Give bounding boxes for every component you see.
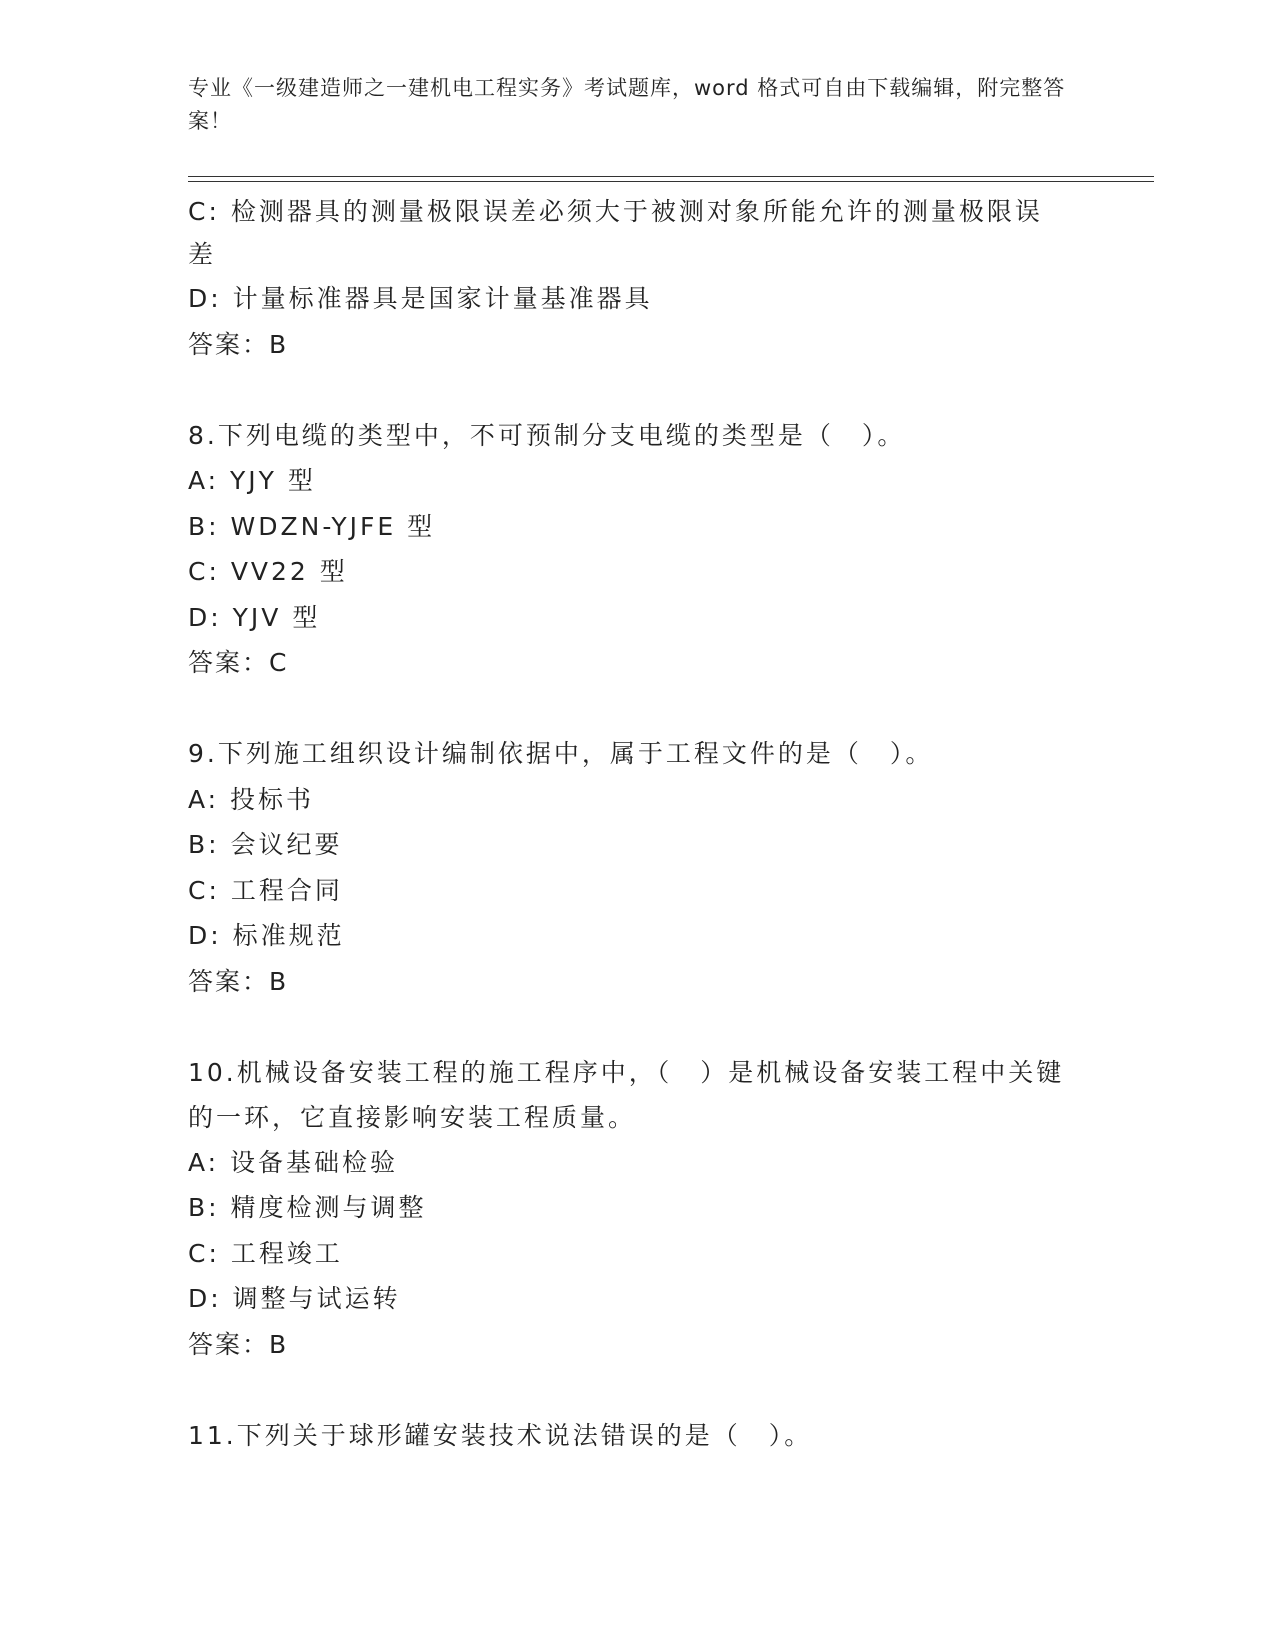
option-d: D: 标准规范 <box>188 921 345 950</box>
option-a: A: 投标书 <box>188 784 315 814</box>
question-7-tail <box>188 190 1068 368</box>
option-a: A: YJY 型 <box>188 466 316 495</box>
question-text: 8.下列电缆的类型中，不可预制分支电缆的类型是（ ）。 <box>188 420 906 450</box>
question-10 <box>188 1050 1068 1368</box>
option-a: A: 设备基础检验 <box>188 1147 399 1177</box>
option-b: B: 会议纪要 <box>188 830 343 859</box>
question-11 <box>188 1413 1068 1459</box>
option-c: C: 检测器具的测量极限误差必须大于被测对象所能允许的测量极限误差 <box>188 197 1043 269</box>
answer: 答案：B <box>188 966 289 996</box>
question-text: 10.机械设备安装工程的施工程序中，（ ）是机械设备安装工程中关键的一环，它直接影响安装工程质量。 <box>188 1057 1065 1132</box>
answer: 答案：B <box>188 1329 289 1359</box>
header-rule-bottom <box>188 181 1154 182</box>
question-text: 9.下列施工组织设计编制依据中，属于工程文件的是（ ）。 <box>188 739 934 768</box>
answer: 答案：C <box>188 648 289 677</box>
option-d: D: YJV 型 <box>188 602 321 632</box>
question-8 <box>188 413 1068 687</box>
document-header <box>188 72 1068 138</box>
option-c: C: 工程竣工 <box>188 1238 343 1268</box>
option-d: D: 计量标准器具是国家计量基准器具 <box>188 284 653 313</box>
option-c: C: 工程合同 <box>188 875 343 905</box>
question-list <box>188 190 1068 1458</box>
answer: 答案：B <box>188 329 289 359</box>
spacer <box>188 1368 1068 1413</box>
spacer <box>188 686 1068 731</box>
option-d: D: 调整与试运转 <box>188 1284 401 1313</box>
spacer <box>188 368 1068 413</box>
question-9 <box>188 731 1068 1005</box>
header-intro: 专业《一级建造师之一建机电工程实务》考试题库，word 格式可自由下载编辑，附完整答案！ <box>188 76 1066 133</box>
option-b: B: WDZN-YJFE 型 <box>188 511 436 541</box>
option-b: B: 精度检测与调整 <box>188 1193 427 1222</box>
option-c: C: VV22 型 <box>188 557 348 586</box>
header-rule-top <box>188 176 1154 177</box>
spacer <box>188 1005 1068 1050</box>
question-text: 11.下列关于球形罐安装技术说法错误的是（ ）。 <box>188 1420 813 1450</box>
